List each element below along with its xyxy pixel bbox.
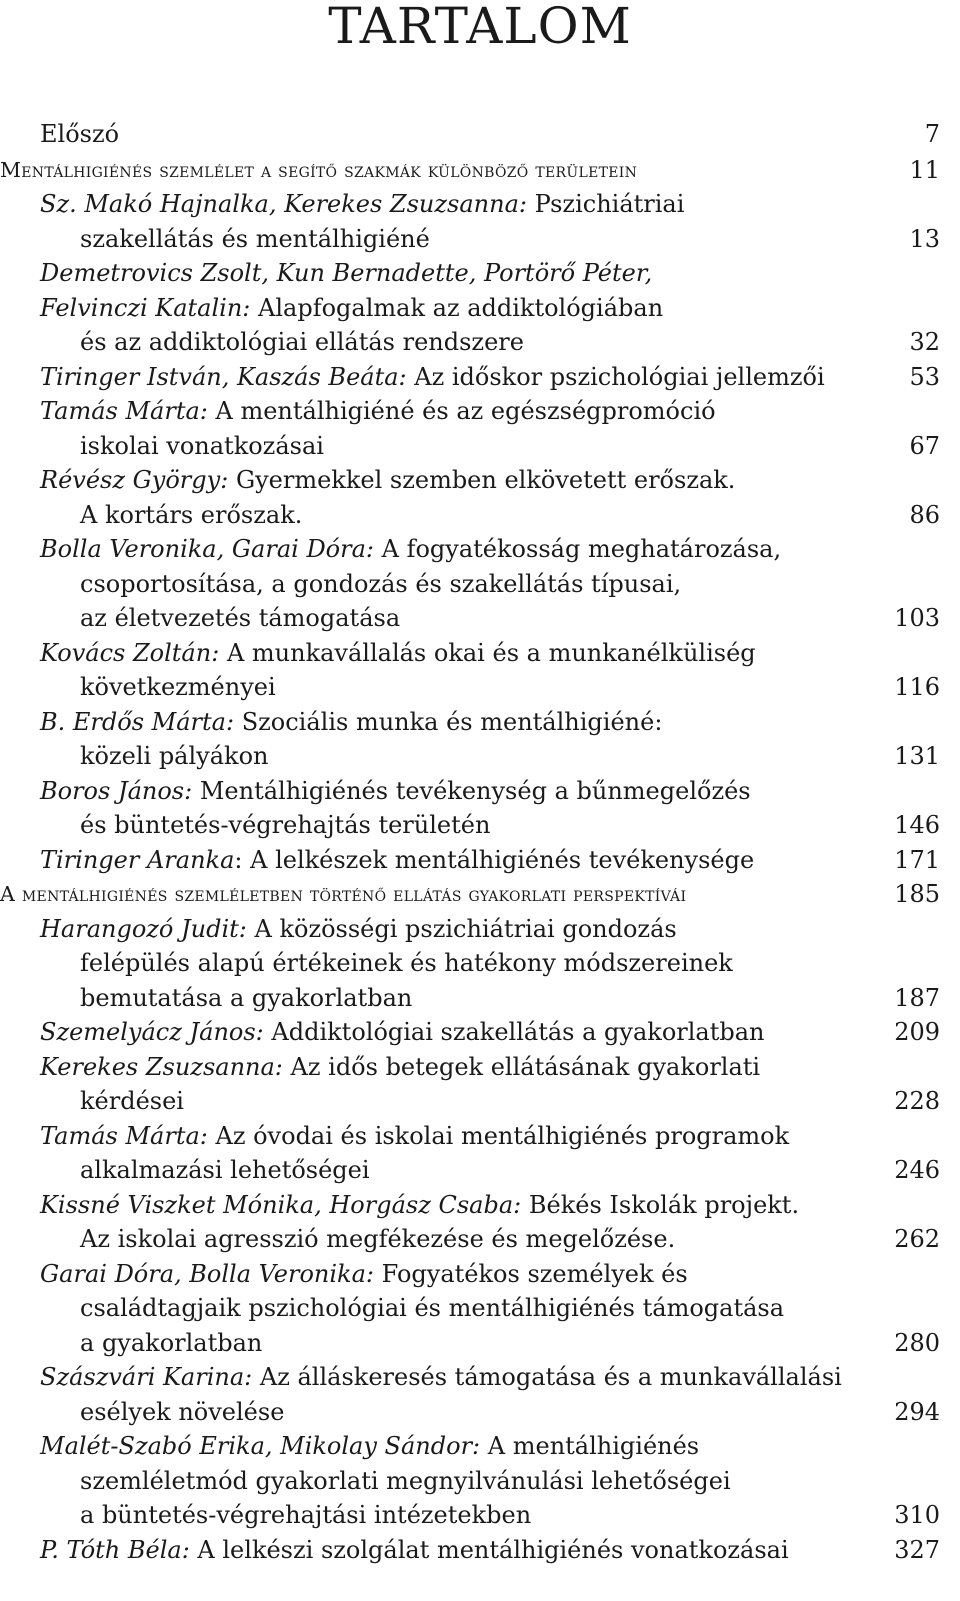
page-number: 67 <box>909 431 940 460</box>
entry-continuation-line: bemutatása a gyakorlatban <box>80 983 413 1012</box>
page-title: TARTALOM <box>328 0 632 55</box>
entry-first-line <box>0 1188 880 1223</box>
entry-title: Az idős betegek ellátásának gyakorlati <box>290 1052 761 1081</box>
entry-author: Tamás Márta: <box>40 1121 208 1150</box>
entry-title: : A lelkészek mentálhigiénés tevékenysége <box>234 845 755 874</box>
entry-continuation-line: az életvezetés támogatása <box>80 604 401 632</box>
entry-title: Mentálhigiénés tevékenység a bűnmegelőzés <box>199 776 751 805</box>
entry-title: Békés Iskolák projekt. <box>528 1190 800 1219</box>
entry-continuation-line: alkalmazási lehetőségei <box>80 1156 370 1184</box>
entry-continuation-line: és az addiktológiai ellátás rendszere <box>80 328 524 356</box>
page-number: 7 <box>924 120 940 148</box>
entry-author: Sz. Makó Hajnalka, Kerekes Zsuzsanna: <box>40 190 527 218</box>
page-number: 228 <box>894 1087 940 1115</box>
entry-title: A mentálhigiéné és az egészségpromóció <box>215 397 716 425</box>
entry-first-line <box>0 187 880 222</box>
page-number: 262 <box>894 1225 940 1253</box>
toc-section-heading-1 <box>0 152 960 188</box>
page-number: 11 <box>909 155 940 184</box>
entry-continuation-line: csoportosítása, a gondozás és szakellátás típusai, <box>80 569 682 598</box>
toc-entry <box>0 1050 960 1119</box>
page-number: 187 <box>894 983 940 1012</box>
entry-first-line <box>0 1119 880 1154</box>
entry-first-line <box>0 360 880 395</box>
entry-line <box>0 291 880 326</box>
entry-first-line <box>0 774 880 809</box>
entry-title: A közösségi pszichiátriai gondozás <box>254 914 677 943</box>
page-number: 327 <box>894 1535 940 1564</box>
entry-continuation-line: iskolai vonatkozásai <box>80 431 324 460</box>
page-number: 13 <box>909 224 940 253</box>
page-number: 32 <box>909 328 940 356</box>
toc-entry <box>0 912 960 1016</box>
entry-author: Bolla Veronika, Garai Dóra: <box>40 535 374 563</box>
entry-first-line <box>0 636 880 671</box>
entry-continuation-line: a büntetés-végrehajtási intézetekben <box>80 1501 532 1529</box>
toc-entry <box>0 843 960 878</box>
entry-continuation-line: A kortárs erőszak. <box>80 500 303 529</box>
toc-entry <box>0 1533 960 1568</box>
page-number: 103 <box>894 604 940 632</box>
page-number: 171 <box>894 845 940 874</box>
entry-first-line <box>0 1050 880 1085</box>
table-of-contents <box>0 117 960 1567</box>
section-2-entries <box>0 912 960 1568</box>
entry-title: A mentálhigiénés <box>487 1432 700 1460</box>
page-number: 310 <box>894 1501 940 1529</box>
entry-first-line <box>0 532 880 567</box>
entry-title: A munkavállalás okai és a munkanélküliség <box>226 638 756 667</box>
toc-entry <box>0 532 960 636</box>
entry-author: Kissné Viszket Mónika, Horgász Csaba: <box>40 1190 522 1219</box>
entry-author: Boros János: <box>40 776 193 805</box>
entry-first-line <box>0 912 880 947</box>
entry-continuation-line: szemléletmód gyakorlati megnyilvánulási lehetőségei <box>80 1466 731 1495</box>
toc-entry <box>0 187 960 256</box>
entry-first-line <box>0 843 880 878</box>
entry-author: Kovács Zoltán: <box>40 638 220 667</box>
entry-first-line <box>0 394 880 429</box>
entry-first-line <box>0 1360 880 1395</box>
entry-continuation-line: családtagjaik pszichológiai és mentálhigiénés támogatása <box>80 1294 785 1322</box>
toc-entry <box>0 705 960 774</box>
entry-author: Szemelyácz János: <box>40 1018 264 1046</box>
toc-entry <box>0 1188 960 1257</box>
entry-continuation-line: szakellátás és mentálhigiéné <box>80 224 430 253</box>
entry-continuation-line: következményei <box>80 673 276 701</box>
page-number: 294 <box>894 1397 940 1426</box>
toc-entry <box>0 1429 960 1533</box>
entry-continuation-line: és büntetés-végrehajtás területén <box>80 811 491 839</box>
toc-entry <box>0 1119 960 1188</box>
entry-title: Alapfogalmak az addiktológiában <box>258 293 664 322</box>
entry-continuation-line: felépülés alapú értékeinek és hatékony módszereinek <box>80 949 733 977</box>
entry-first-line <box>0 1015 880 1050</box>
entry-first-line <box>0 705 880 740</box>
toc-entry <box>0 394 960 463</box>
entry-title: Pszichiátriai <box>534 190 685 218</box>
page-number: 86 <box>909 500 940 529</box>
entry-first-line <box>0 463 880 498</box>
section-heading-label: A mentálhigiénés szemléletben történő ellátás gyakorlati perspektívái <box>0 882 687 906</box>
entry-title: Szociális munka és mentálhigiéné: <box>241 707 663 736</box>
entry-author: Tamás Márta: <box>40 397 208 425</box>
entry-author: Tiringer István, Kaszás Beáta: <box>40 362 407 391</box>
page-number: 280 <box>894 1328 940 1357</box>
section-1-entries <box>0 187 960 877</box>
page-number: 246 <box>894 1156 940 1184</box>
page-number: 131 <box>894 742 940 770</box>
entry-author: Felvinczi Katalin: <box>40 293 251 322</box>
entry-author: Demetrovics Zsolt, Kun Bernadette, Portörő Péter, <box>40 259 653 287</box>
page-number: 116 <box>894 673 940 701</box>
entry-author: Harangozó Judit: <box>40 914 247 943</box>
entry-author: Tiringer Aranka <box>40 845 235 874</box>
entry-author: Malét-Szabó Erika, Mikolay Sándor: <box>40 1432 481 1460</box>
section-heading-label: Mentálhigiénés szemlélet a segítő szakmák különböző területein <box>0 157 638 182</box>
page-number: 209 <box>894 1018 940 1046</box>
entry-title: A fogyatékosság meghatározása, <box>381 535 782 563</box>
entry-author: Kerekes Zsuzsanna: <box>40 1052 283 1081</box>
entry-continuation-line: közeli pályákon <box>80 742 269 770</box>
entry-author: B. Erdős Márta: <box>40 707 235 736</box>
entry-title: Gyermekkel szemben elkövetett erőszak. <box>235 466 736 494</box>
entry-first-line <box>0 1533 880 1568</box>
entry-title: Az időskor pszichológiai jellemzői <box>414 362 825 391</box>
toc-entry <box>0 636 960 705</box>
entry-continuation-line: Az iskolai agresszió megfékezése és megelőzése. <box>80 1225 676 1253</box>
entry-author: Révész György: <box>40 466 229 494</box>
entry-author: Szászvári Karina: <box>40 1363 253 1391</box>
toc-preface <box>0 117 960 152</box>
entry-author: Garai Dóra, Bolla Veronika: <box>40 1259 374 1288</box>
entry-continuation-line: kérdései <box>80 1087 184 1115</box>
toc-entry <box>0 1015 960 1050</box>
toc-entry <box>0 774 960 843</box>
toc-entry <box>0 1360 960 1429</box>
entry-continuation-line: a gyakorlatban <box>80 1328 263 1357</box>
entry-first-line <box>0 1257 880 1292</box>
entry-title: Az óvodai és iskolai mentálhigiénés programok <box>215 1121 790 1150</box>
toc-entry <box>0 360 960 395</box>
entry-first-line <box>0 256 880 291</box>
page-number: 146 <box>894 811 940 839</box>
entry-title: Az álláskeresés támogatása és a munkavállalási <box>259 1363 842 1391</box>
toc-entry <box>0 256 960 360</box>
toc-section-heading-2 <box>0 877 960 912</box>
page-number: 53 <box>909 362 940 391</box>
page-number: 185 <box>894 880 940 908</box>
preface-label: Előszó <box>40 120 120 148</box>
entry-title: Addiktológiai szakellátás a gyakorlatban <box>271 1018 765 1046</box>
entry-title: A lelkészi szolgálat mentálhigiénés vonatkozásai <box>197 1535 789 1564</box>
entry-first-line <box>0 1429 880 1464</box>
entry-title: Fogyatékos személyek és <box>381 1259 688 1288</box>
entry-continuation-line: esélyek növelése <box>80 1397 285 1426</box>
toc-entry <box>0 463 960 532</box>
toc-entry <box>0 1257 960 1361</box>
entry-author: P. Tóth Béla: <box>40 1535 190 1564</box>
